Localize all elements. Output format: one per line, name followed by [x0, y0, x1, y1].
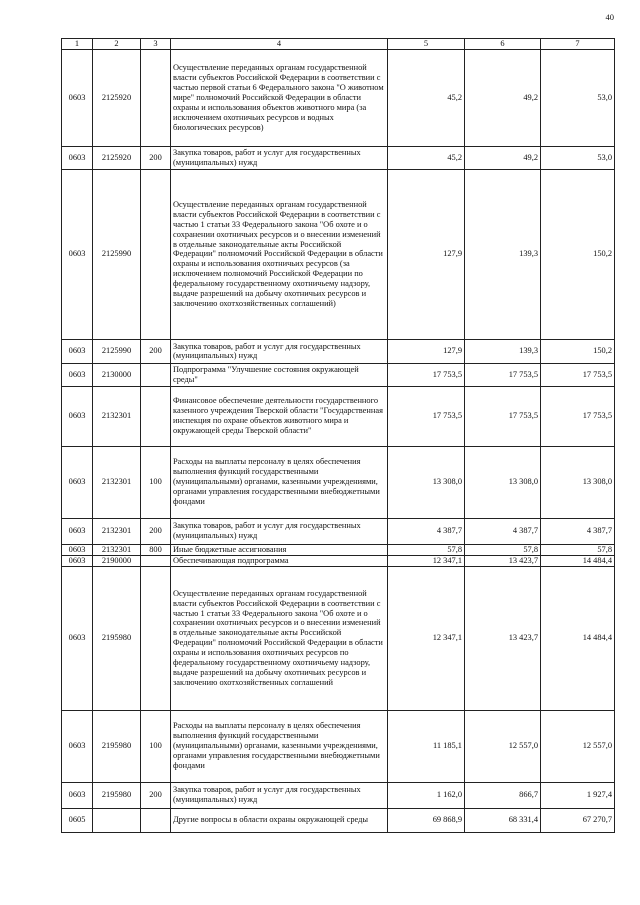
amount-year-1-cell: 4 387,7: [388, 518, 465, 544]
expense-type-cell: 200: [141, 339, 171, 363]
section-code-cell: 0603: [62, 566, 93, 710]
amount-year-1-cell: 11 185,1: [388, 710, 465, 782]
target-code-cell: 2132301: [93, 544, 141, 555]
table-row: [62, 555, 615, 566]
section-code-cell: 0603: [62, 49, 93, 146]
section-code-cell: 0603: [62, 710, 93, 782]
amount-year-2-cell: 139,3: [465, 169, 541, 339]
section-code-cell: 0603: [62, 146, 93, 169]
section-code-cell: 0603: [62, 363, 93, 386]
target-code-cell: 2195980: [93, 710, 141, 782]
amount-year-2-cell: 17 753,5: [465, 386, 541, 446]
table-row: [62, 544, 615, 555]
description-cell: Осуществление переданных органам государственной власти субъектов Российской Федерации в соответствии с частью 1 статьи 33 Федерального закона "Об охоте и о сохранении охотничьих ресурсов и о внесении изменений в отдельные законодательные акты Российской Федерации" полномочий Российской Федерации в области охраны и использования охотничьих ресурсов (за исключением полномочий Российской Федерации по федеральному государственному охотничьему надзору, выдаче разрешений на добычу охотничьих ресурсов и заключению охотхозяйственных соглашений): [171, 169, 388, 339]
amount-year-2-cell: 13 423,7: [465, 566, 541, 710]
amount-year-3-cell: 17 753,5: [541, 363, 615, 386]
header-col-7: 7: [541, 39, 615, 50]
target-code-cell: 2195980: [93, 566, 141, 710]
target-code-cell: 2125920: [93, 146, 141, 169]
amount-year-3-cell: 57,8: [541, 544, 615, 555]
description-cell: Закупка товаров, работ и услуг для государственных (муниципальных) нужд: [171, 146, 388, 169]
table-row: [62, 710, 615, 782]
expense-type-cell: 800: [141, 544, 171, 555]
target-code-cell: 2125990: [93, 169, 141, 339]
amount-year-2-cell: 17 753,5: [465, 363, 541, 386]
description-cell: Подпрограмма "Улучшение состояния окружающей среды": [171, 363, 388, 386]
section-code-cell: 0603: [62, 169, 93, 339]
description-cell: Иные бюджетные ассигнования: [171, 544, 388, 555]
expense-type-cell: [141, 386, 171, 446]
description-cell: Расходы на выплаты персоналу в целях обеспечения выполнения функций государственными (муниципальными) органами, казенными учреждениями, органами управления государственными внебюджетными фондами: [171, 710, 388, 782]
table-row: [62, 146, 615, 169]
amount-year-3-cell: 17 753,5: [541, 386, 615, 446]
table-row: [62, 363, 615, 386]
section-code-cell: 0603: [62, 782, 93, 808]
header-col-2: 2: [93, 39, 141, 50]
amount-year-3-cell: 1 927,4: [541, 782, 615, 808]
amount-year-1-cell: 12 347,1: [388, 555, 465, 566]
amount-year-2-cell: 13 308,0: [465, 446, 541, 518]
amount-year-2-cell: 4 387,7: [465, 518, 541, 544]
description-cell: Обеспечивающая подпрограмма: [171, 555, 388, 566]
amount-year-1-cell: 45,2: [388, 49, 465, 146]
amount-year-3-cell: 14 484,4: [541, 555, 615, 566]
header-col-3: 3: [141, 39, 171, 50]
table-row: [62, 446, 615, 518]
amount-year-1-cell: 13 308,0: [388, 446, 465, 518]
description-cell: Закупка товаров, работ и услуг для государственных (муниципальных) нужд: [171, 782, 388, 808]
header-col-5: 5: [388, 39, 465, 50]
section-code-cell: 0603: [62, 339, 93, 363]
amount-year-2-cell: 12 557,0: [465, 710, 541, 782]
expense-type-cell: 100: [141, 446, 171, 518]
amount-year-2-cell: 49,2: [465, 49, 541, 146]
amount-year-3-cell: 150,2: [541, 169, 615, 339]
description-cell: Осуществление переданных органам государственной власти субъектов Российской Федерации в соответствии с частью первой статьи 6 Федерального закона "О животном мире" полномочий Российской Федерации в области охраны и использования объектов животного мира (за исключением охотничьих ресурсов и водных биологических ресурсов): [171, 49, 388, 146]
table-row: [62, 49, 615, 146]
table-row: [62, 386, 615, 446]
table-body: [62, 49, 615, 832]
expense-type-cell: 200: [141, 782, 171, 808]
amount-year-1-cell: 69 868,9: [388, 808, 465, 832]
description-cell: Финансовое обеспечение деятельности государственного казенного учреждения Тверской области "Государственная инспекция по охране объектов животного мира и окружающей среды Тверской области": [171, 386, 388, 446]
target-code-cell: [93, 808, 141, 832]
amount-year-3-cell: 53,0: [541, 146, 615, 169]
target-code-cell: 2132301: [93, 446, 141, 518]
amount-year-2-cell: 866,7: [465, 782, 541, 808]
expense-type-cell: 100: [141, 710, 171, 782]
target-code-cell: 2195980: [93, 782, 141, 808]
section-code-cell: 0603: [62, 386, 93, 446]
amount-year-3-cell: 14 484,4: [541, 566, 615, 710]
header-col-6: 6: [465, 39, 541, 50]
description-cell: Закупка товаров, работ и услуг для государственных (муниципальных) нужд: [171, 518, 388, 544]
amount-year-2-cell: 13 423,7: [465, 555, 541, 566]
target-code-cell: 2132301: [93, 518, 141, 544]
target-code-cell: 2125990: [93, 339, 141, 363]
expense-type-cell: [141, 808, 171, 832]
amount-year-3-cell: 53,0: [541, 49, 615, 146]
page-number: 40: [605, 12, 614, 22]
amount-year-3-cell: 67 270,7: [541, 808, 615, 832]
table-row: [62, 339, 615, 363]
amount-year-3-cell: 12 557,0: [541, 710, 615, 782]
expense-type-cell: [141, 555, 171, 566]
amount-year-3-cell: 4 387,7: [541, 518, 615, 544]
amount-year-1-cell: 57,8: [388, 544, 465, 555]
amount-year-2-cell: 68 331,4: [465, 808, 541, 832]
amount-year-2-cell: 57,8: [465, 544, 541, 555]
description-cell: Другие вопросы в области охраны окружающей среды: [171, 808, 388, 832]
expense-type-cell: [141, 363, 171, 386]
target-code-cell: 2125920: [93, 49, 141, 146]
section-code-cell: 0603: [62, 544, 93, 555]
expense-type-cell: [141, 49, 171, 146]
amount-year-3-cell: 13 308,0: [541, 446, 615, 518]
table-header-row: [62, 39, 615, 50]
target-code-cell: 2130000: [93, 363, 141, 386]
section-code-cell: 0605: [62, 808, 93, 832]
amount-year-2-cell: 49,2: [465, 146, 541, 169]
header-col-1: 1: [62, 39, 93, 50]
table-row: [62, 518, 615, 544]
amount-year-3-cell: 150,2: [541, 339, 615, 363]
section-code-cell: 0603: [62, 446, 93, 518]
description-cell: Осуществление переданных органам государственной власти субъектов Российской Федерации в соответствии с частью 1 статьи 33 Федерального закона "Об охоте и о сохранении охотничьих ресурсов и о внесении изменений в отдельные законодательные акты Российской Федерации" полномочий Российской Федерации в области охраны и использования охотничьих ресурсов по федеральному государственному охотничьему надзору, выдаче разрешений на добычу охотничьих ресурсов и заключению охотхозяйственных соглашений: [171, 566, 388, 710]
expense-type-cell: 200: [141, 518, 171, 544]
amount-year-1-cell: 127,9: [388, 169, 465, 339]
section-code-cell: 0603: [62, 555, 93, 566]
description-cell: Закупка товаров, работ и услуг для государственных (муниципальных) нужд: [171, 339, 388, 363]
budget-table: [61, 38, 615, 833]
amount-year-1-cell: 17 753,5: [388, 363, 465, 386]
target-code-cell: 2132301: [93, 386, 141, 446]
amount-year-2-cell: 139,3: [465, 339, 541, 363]
amount-year-1-cell: 12 347,1: [388, 566, 465, 710]
expense-type-cell: [141, 169, 171, 339]
table-row: [62, 782, 615, 808]
table-row: [62, 169, 615, 339]
section-code-cell: 0603: [62, 518, 93, 544]
amount-year-1-cell: 127,9: [388, 339, 465, 363]
amount-year-1-cell: 17 753,5: [388, 386, 465, 446]
table-row: [62, 566, 615, 710]
expense-type-cell: [141, 566, 171, 710]
header-col-4: 4: [171, 39, 388, 50]
description-cell: Расходы на выплаты персоналу в целях обеспечения выполнения функций государственными (муниципальными) органами, казенными учреждениями, органами управления государственными внебюджетными фондами: [171, 446, 388, 518]
table-row: [62, 808, 615, 832]
amount-year-1-cell: 45,2: [388, 146, 465, 169]
expense-type-cell: 200: [141, 146, 171, 169]
target-code-cell: 2190000: [93, 555, 141, 566]
amount-year-1-cell: 1 162,0: [388, 782, 465, 808]
